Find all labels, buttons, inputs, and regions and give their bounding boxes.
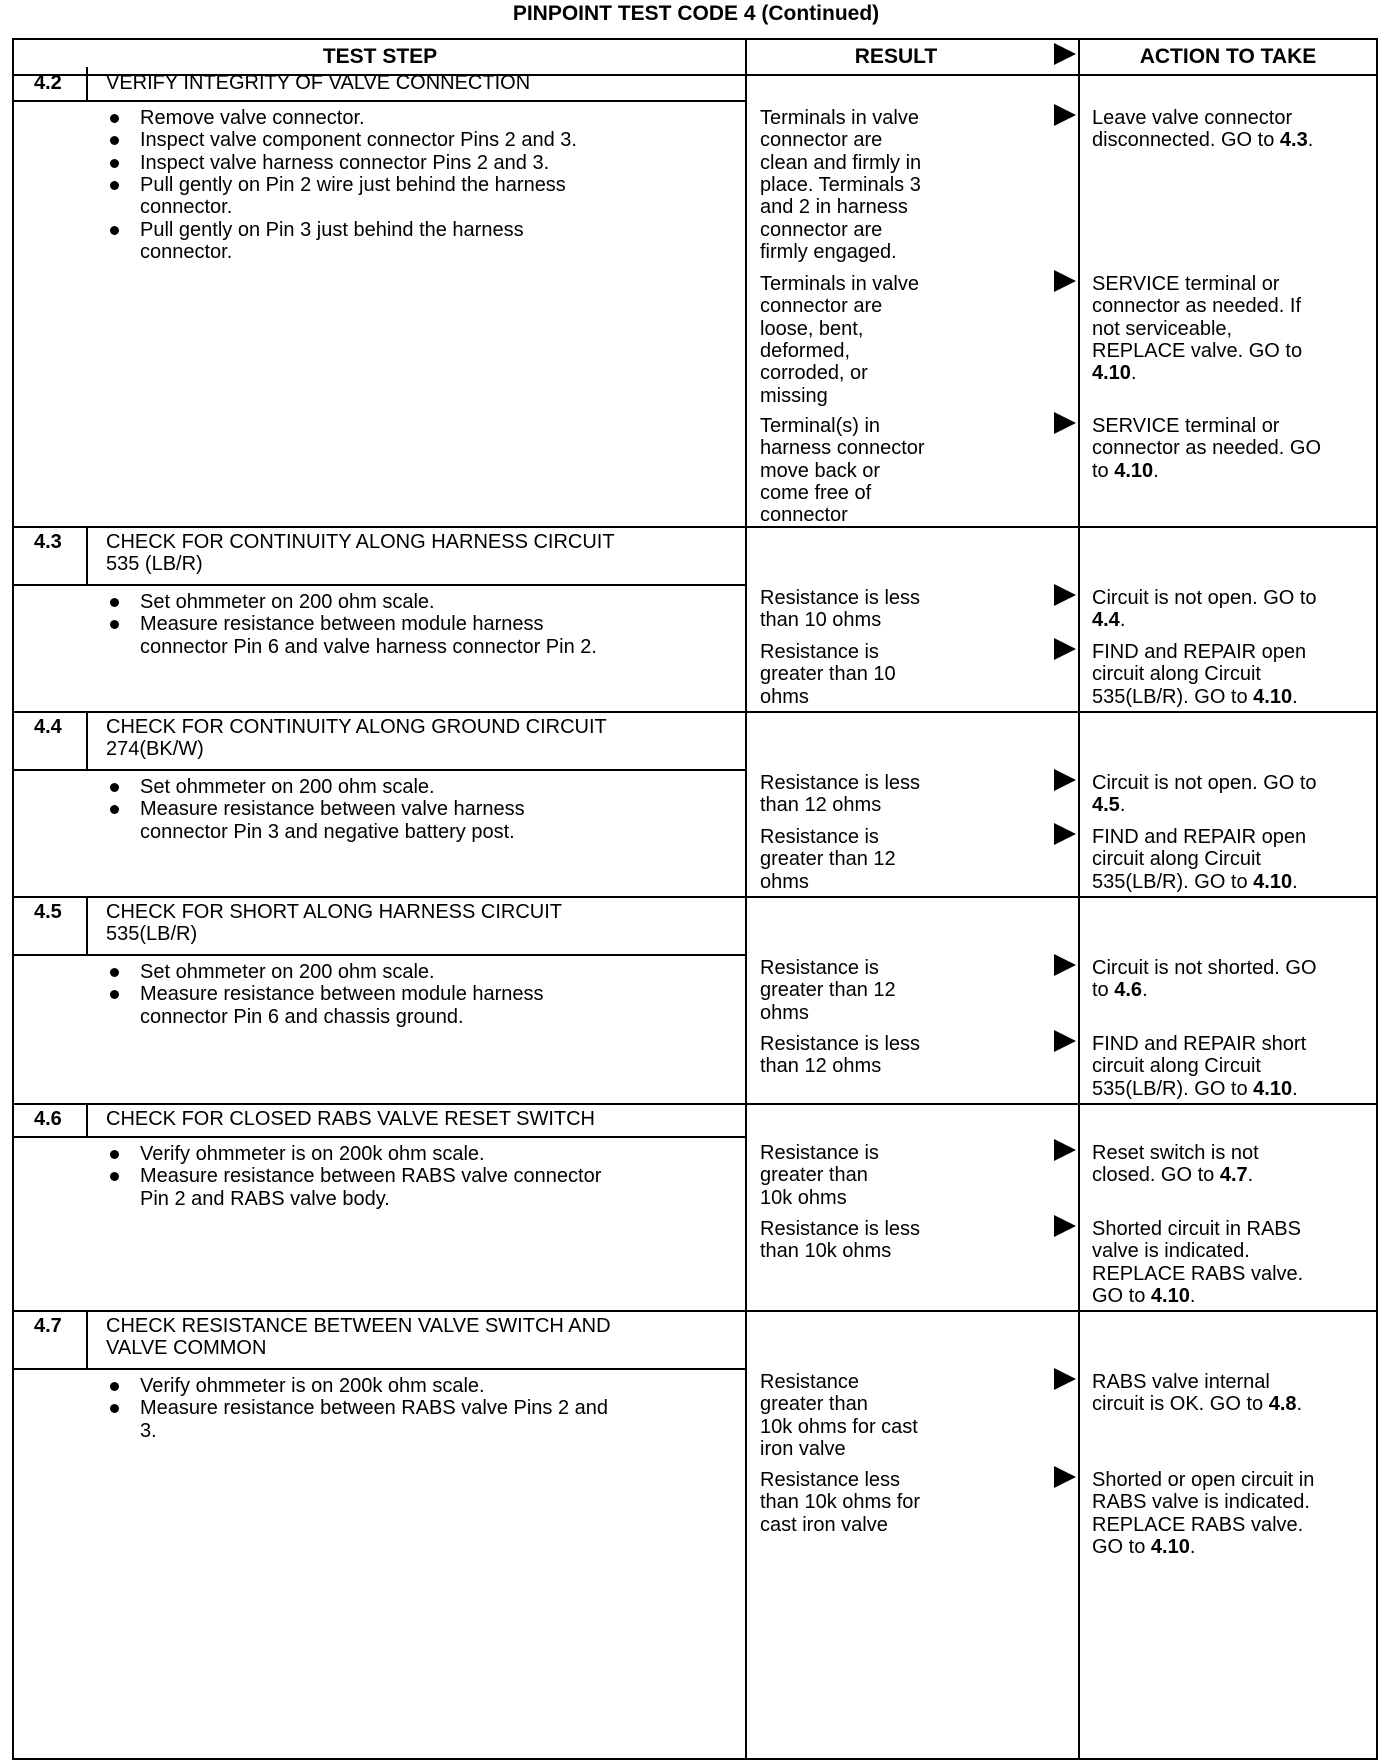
result-arrow-icon [1054, 769, 1076, 791]
result-text: clean and firmly in [760, 151, 922, 174]
result-arrow-icon [1054, 1215, 1076, 1237]
action-text: GO to 4.10. [1092, 1535, 1196, 1558]
page-title: PINPOINT TEST CODE 4 (Continued) [512, 2, 880, 25]
bullet-icon [110, 805, 119, 814]
result-text: greater than [760, 1164, 868, 1187]
procedure-step: Pull gently on Pin 2 wire just behind the harness [140, 173, 566, 196]
step-number: 4.4 [34, 716, 62, 738]
column-divider-action [1078, 40, 1080, 1758]
procedure-step: Measure resistance between RABS valve Pins 2 and [140, 1397, 609, 1420]
bullet-icon [110, 1150, 119, 1159]
result-text: come free of [760, 481, 872, 504]
procedure-step: connector Pin 6 and valve harness connector Pin 2. [140, 635, 597, 658]
step-title-underline [14, 1136, 746, 1138]
action-text: SERVICE terminal or [1092, 415, 1280, 437]
step-title: CHECK FOR CLOSED RABS VALVE RESET SWITCH [106, 1108, 595, 1130]
step-separator [14, 711, 1376, 713]
result-arrow-icon [1054, 104, 1076, 126]
action-text: closed. GO to 4.7. [1092, 1164, 1254, 1187]
result-text: than 10k ohms [760, 1240, 892, 1263]
result-text: connector are [760, 129, 883, 152]
step-title: CHECK RESISTANCE BETWEEN VALVE SWITCH AND [106, 1315, 611, 1337]
step-title: CHECK FOR SHORT ALONG HARNESS CIRCUIT [106, 901, 562, 923]
result-text: Resistance is less [760, 772, 921, 794]
result-text: connector are [760, 295, 883, 318]
action-text: 4.5. [1092, 794, 1126, 817]
procedure-step: Set ohmmeter on 200 ohm scale. [140, 961, 435, 983]
action-text: 535(LB/R). GO to 4.10. [1092, 1077, 1298, 1100]
step-title-underline [14, 769, 746, 771]
bullet-icon [110, 968, 119, 977]
action-text: circuit along Circuit [1092, 663, 1261, 686]
step-title-underline [14, 584, 746, 586]
step-title: CHECK FOR CONTINUITY ALONG HARNESS CIRCUIT [106, 531, 615, 553]
procedure-step: Verify ohmmeter is on 200k ohm scale. [140, 1143, 485, 1165]
step-number: 4.2 [34, 72, 62, 94]
result-text: than 10k ohms for [760, 1491, 921, 1514]
step-number-divider [86, 896, 88, 954]
bullet-icon [110, 1382, 119, 1391]
action-text: 535(LB/R). GO to 4.10. [1092, 870, 1298, 893]
result-text: 10k ohms [760, 1186, 847, 1209]
result-text: than 10 ohms [760, 609, 882, 632]
procedure-step: Pin 2 and RABS valve body. [140, 1187, 390, 1210]
header-result: RESULT [854, 45, 938, 68]
result-text: Resistance is less [760, 587, 921, 609]
step-title-underline [14, 954, 746, 956]
test-table [12, 38, 1378, 1760]
bullet-icon [110, 114, 119, 123]
procedure-step: Set ohmmeter on 200 ohm scale. [140, 591, 435, 613]
step-separator [14, 1103, 1376, 1105]
procedure-step: Set ohmmeter on 200 ohm scale. [140, 776, 435, 798]
bullet-icon [110, 598, 119, 607]
action-text: to 4.10. [1092, 459, 1159, 482]
result-text: Resistance is [760, 1142, 879, 1164]
bullet-icon [110, 1172, 119, 1181]
step-separator [14, 1310, 1376, 1312]
result-text: deformed, [760, 339, 851, 362]
bullet-icon [110, 783, 119, 792]
action-text: Shorted or open circuit in [1092, 1469, 1315, 1491]
bullet-icon [110, 1404, 119, 1413]
procedure-step: 3. [140, 1419, 157, 1442]
result-text: Resistance is less [760, 1218, 921, 1240]
step-number: 4.7 [34, 1315, 62, 1337]
bullet-icon [110, 620, 119, 629]
action-text: Circuit is not shorted. GO [1092, 957, 1317, 979]
header-action: ACTION TO TAKE [1139, 45, 1317, 68]
action-text: Circuit is not open. GO to [1092, 587, 1317, 609]
result-text: missing [760, 384, 828, 407]
step-title: 535(LB/R) [106, 923, 198, 946]
action-text: 535(LB/R). GO to 4.10. [1092, 685, 1298, 708]
result-text: firmly engaged. [760, 240, 897, 263]
procedure-step: connector. [140, 196, 233, 219]
action-text: RABS valve internal [1092, 1371, 1270, 1393]
header-arrow-icon [1054, 43, 1076, 65]
result-arrow-icon [1054, 270, 1076, 292]
result-text: Terminals in valve [760, 107, 919, 129]
procedure-step: Inspect valve component connector Pins 2 and 3. [140, 129, 577, 152]
result-arrow-icon [1054, 1368, 1076, 1390]
header-test-step: TEST STEP [322, 45, 438, 68]
action-text: not serviceable, [1092, 317, 1233, 340]
result-text: Terminal(s) in [760, 415, 881, 437]
result-text: connector are [760, 218, 883, 241]
step-title: 535 (LB/R) [106, 553, 203, 576]
result-text: ohms [760, 1001, 809, 1024]
action-text: FIND and REPAIR open [1092, 641, 1307, 663]
procedure-step: Inspect valve harness connector Pins 2 and 3. [140, 151, 550, 174]
action-text: 4.4. [1092, 609, 1126, 632]
action-text: circuit along Circuit [1092, 1055, 1261, 1078]
step-separator [14, 526, 1376, 528]
procedure-step: Verify ohmmeter is on 200k ohm scale. [140, 1375, 485, 1397]
result-text: than 12 ohms [760, 1055, 882, 1078]
result-text: Terminals in valve [760, 273, 919, 295]
action-text: Leave valve connector [1092, 107, 1293, 129]
result-text: and 2 in harness [760, 196, 908, 219]
result-arrow-icon [1054, 1139, 1076, 1161]
result-text: Resistance is less [760, 1033, 921, 1055]
action-text: disconnected. GO to 4.3. [1092, 129, 1314, 152]
result-text: place. Terminals 3 [760, 173, 921, 196]
result-arrow-icon [1054, 638, 1076, 660]
step-number: 4.5 [34, 901, 62, 923]
step-number-divider [86, 1310, 88, 1368]
action-text: REPLACE RABS valve. [1092, 1262, 1304, 1285]
column-divider-result [745, 40, 747, 1758]
action-text: GO to 4.10. [1092, 1284, 1196, 1307]
action-text: Reset switch is not [1092, 1142, 1259, 1164]
action-text: RABS valve is indicated. [1092, 1491, 1310, 1514]
procedure-step: Remove valve connector. [140, 107, 365, 129]
action-text: connector as needed. If [1092, 295, 1302, 318]
result-text: greater than [760, 1393, 868, 1416]
procedure-step: Measure resistance between valve harness [140, 798, 525, 821]
result-text: 10k ohms for cast [760, 1415, 918, 1438]
step-separator [14, 896, 1376, 898]
procedure-step: Measure resistance between RABS valve connector [140, 1165, 602, 1188]
action-text: SERVICE terminal or [1092, 273, 1280, 295]
step-title: 274(BK/W) [106, 738, 204, 761]
action-text: circuit is OK. GO to 4.8. [1092, 1393, 1303, 1416]
result-text: than 12 ohms [760, 794, 882, 817]
result-text: ohms [760, 685, 809, 708]
action-text: REPLACE valve. GO to [1092, 339, 1303, 362]
action-text: valve is indicated. [1092, 1240, 1250, 1263]
result-arrow-icon [1054, 823, 1076, 845]
bullet-icon [110, 136, 119, 145]
step-number-divider [86, 1103, 88, 1136]
result-arrow-icon [1054, 954, 1076, 976]
action-text: circuit along Circuit [1092, 848, 1261, 871]
result-text: connector [760, 504, 848, 527]
bullet-icon [110, 159, 119, 168]
action-text: FIND and REPAIR short [1092, 1033, 1307, 1055]
bullet-icon [110, 181, 119, 190]
result-text: Resistance is [760, 641, 879, 663]
result-text: greater than 12 [760, 979, 896, 1002]
procedure-step: connector Pin 3 and negative battery post. [140, 820, 515, 843]
action-text: 4.10. [1092, 362, 1137, 385]
step-number-divider [86, 526, 88, 584]
result-text: Resistance is [760, 957, 879, 979]
result-arrow-icon [1054, 412, 1076, 434]
result-text: greater than 10 [760, 663, 896, 686]
procedure-step: Measure resistance between module harness [140, 613, 544, 636]
step-number: 4.3 [34, 531, 62, 553]
step-number-divider [86, 711, 88, 769]
step-title: VERIFY INTEGRITY OF VALVE CONNECTION [106, 72, 531, 94]
action-text: Circuit is not open. GO to [1092, 772, 1317, 794]
result-arrow-icon [1054, 1466, 1076, 1488]
result-text: cast iron valve [760, 1513, 888, 1536]
step-title-underline [14, 100, 746, 102]
action-text: FIND and REPAIR open [1092, 826, 1307, 848]
bullet-icon [110, 226, 119, 235]
result-text: harness connector [760, 437, 925, 460]
result-text: Resistance [760, 1371, 859, 1393]
procedure-step: Measure resistance between module harness [140, 983, 544, 1006]
action-text: connector as needed. GO [1092, 437, 1322, 460]
result-text: loose, bent, [760, 317, 864, 340]
result-text: corroded, or [760, 362, 868, 385]
action-text: Shorted circuit in RABS [1092, 1218, 1301, 1240]
step-title: CHECK FOR CONTINUITY ALONG GROUND CIRCUIT [106, 716, 607, 738]
result-text: move back or [760, 459, 881, 482]
bullet-icon [110, 990, 119, 999]
result-text: iron valve [760, 1437, 846, 1460]
action-text: to 4.6. [1092, 979, 1148, 1002]
procedure-step: Pull gently on Pin 3 just behind the harness [140, 218, 524, 241]
procedure-step: connector Pin 6 and chassis ground. [140, 1005, 464, 1028]
action-text: REPLACE RABS valve. [1092, 1513, 1304, 1536]
step-number-divider [86, 67, 88, 100]
step-number: 4.6 [34, 1108, 62, 1130]
step-title-underline [14, 1368, 746, 1370]
result-arrow-icon [1054, 1030, 1076, 1052]
result-text: Resistance less [760, 1469, 901, 1491]
result-text: ohms [760, 870, 809, 893]
result-arrow-icon [1054, 584, 1076, 606]
result-text: Resistance is [760, 826, 879, 848]
result-text: greater than 12 [760, 848, 896, 871]
step-title: VALVE COMMON [106, 1337, 267, 1360]
procedure-step: connector. [140, 240, 233, 263]
